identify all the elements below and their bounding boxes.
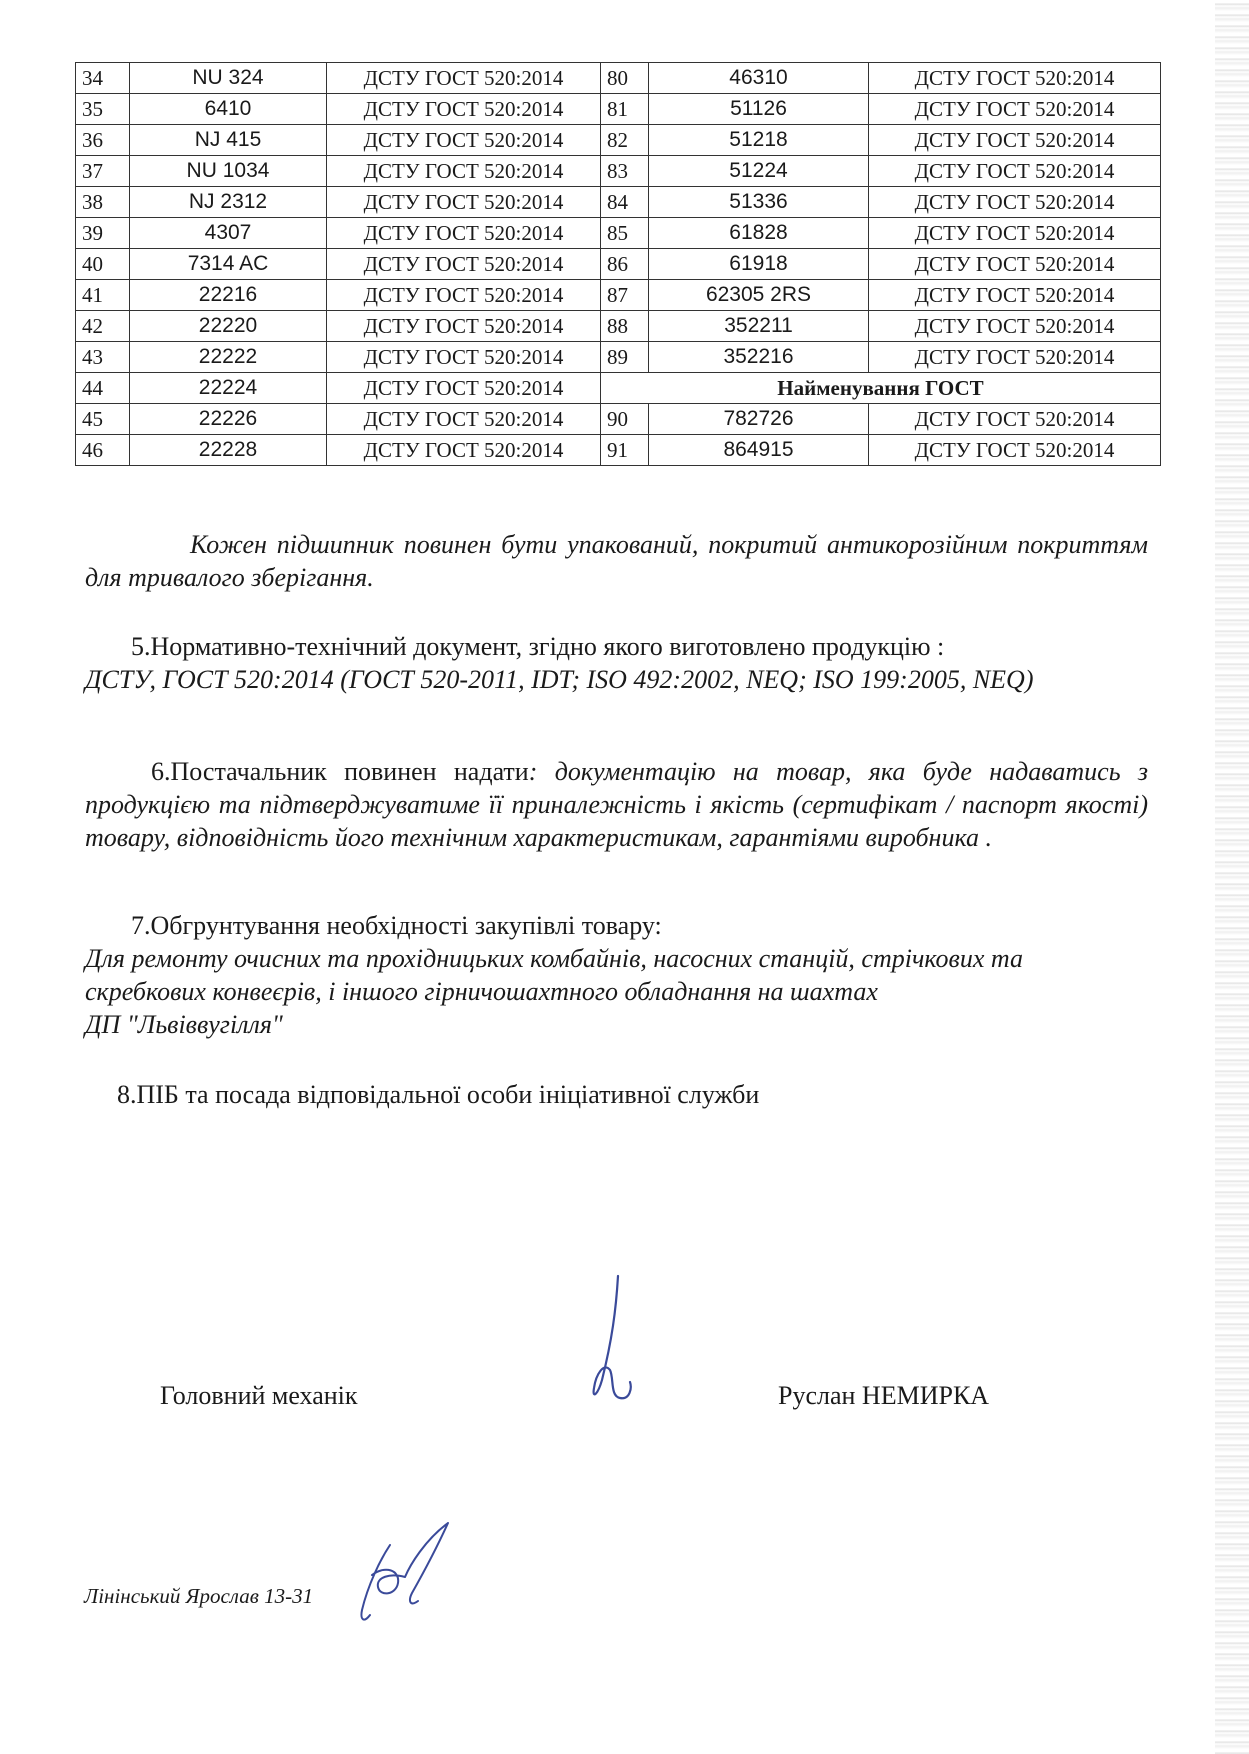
standard-left: ДСТУ ГОСТ 520:2014 [327,311,601,342]
table-row [76,404,1161,435]
bearing-code-right: 51224 [649,156,869,187]
standard-right: ДСТУ ГОСТ 520:2014 [869,342,1161,373]
section-6 [85,755,1148,854]
row-number-right: 86 [601,249,649,280]
section-7-value-line1: Для ремонту очисних та прохідницьких комбайнів, насосних станцій, стрічкових та скребкових конвеєрів, і іншого гірничошахтного обладнання на шахтах [85,944,1023,1006]
standard-right: ДСТУ ГОСТ 520:2014 [869,125,1161,156]
table-row [76,94,1161,125]
bearing-code-right: 352211 [649,311,869,342]
standard-left: ДСТУ ГОСТ 520:2014 [327,373,601,404]
row-number-left: 38 [76,187,130,218]
table-row [76,342,1161,373]
row-number-left: 34 [76,63,130,94]
standard-right: ДСТУ ГОСТ 520:2014 [869,218,1161,249]
standard-left: ДСТУ ГОСТ 520:2014 [327,249,601,280]
bearing-code-left: 22226 [130,404,327,435]
standard-left: ДСТУ ГОСТ 520:2014 [327,435,601,466]
bearing-code-left: 22220 [130,311,327,342]
row-number-left: 44 [76,373,130,404]
table-row [76,125,1161,156]
bearings-table [75,62,1161,466]
bearing-code-right: 61828 [649,218,869,249]
table-row [76,187,1161,218]
row-number-right: 87 [601,280,649,311]
row-number-right: 90 [601,404,649,435]
row-number-right: 89 [601,342,649,373]
standard-right: ДСТУ ГОСТ 520:2014 [869,156,1161,187]
standard-left: ДСТУ ГОСТ 520:2014 [327,156,601,187]
row-number-left: 43 [76,342,130,373]
section-7 [85,909,1148,1041]
initials-signature [350,1515,460,1635]
row-number-left: 42 [76,311,130,342]
bearing-code-left: 7314 AC [130,249,327,280]
signatory-position: Головний механік [160,1381,358,1410]
bearing-code-right: 61918 [649,249,869,280]
standard-left: ДСТУ ГОСТ 520:2014 [327,94,601,125]
section-5-label: 5.Нормативно-технічний документ, згідно якого виготовлено продукцію : [131,632,945,661]
row-number-right: 85 [601,218,649,249]
bearing-code-left: 22222 [130,342,327,373]
row-number-left: 37 [76,156,130,187]
signature-mark [580,1270,650,1410]
row-number-left: 40 [76,249,130,280]
row-number-left: 39 [76,218,130,249]
bearing-code-right: 46310 [649,63,869,94]
bearing-code-right: 62305 2RS [649,280,869,311]
bearing-code-right: 864915 [649,435,869,466]
standard-left: ДСТУ ГОСТ 520:2014 [327,218,601,249]
standard-right: ДСТУ ГОСТ 520:2014 [869,63,1161,94]
bearing-code-left: 6410 [130,94,327,125]
bearing-code-left: NU 324 [130,63,327,94]
row-number-right: 88 [601,311,649,342]
section-6-label: 6.Постачальник повинен надати [151,757,529,786]
bearing-code-left: 22224 [130,373,327,404]
row-number-right: 82 [601,125,649,156]
standard-right: ДСТУ ГОСТ 520:2014 [869,187,1161,218]
bearing-code-left: 22216 [130,280,327,311]
standard-right: ДСТУ ГОСТ 520:2014 [869,435,1161,466]
bearing-code-right: 51126 [649,94,869,125]
bearing-code-right: 782726 [649,404,869,435]
bearing-code-left: NU 1034 [130,156,327,187]
row-number-right: 80 [601,63,649,94]
row-number-right: 81 [601,94,649,125]
standard-left: ДСТУ ГОСТ 520:2014 [327,187,601,218]
gost-heading: Найменування ГОСТ [601,373,1161,404]
standard-right: ДСТУ ГОСТ 520:2014 [869,404,1161,435]
section-8 [85,1078,1148,1111]
signatory-name: Руслан НЕМИРКА [778,1381,990,1410]
row-number-left: 46 [76,435,130,466]
row-number-right: 83 [601,156,649,187]
footer-note: Лінінський Ярослав 13-31 [84,1584,314,1608]
standard-right: ДСТУ ГОСТ 520:2014 [869,280,1161,311]
standard-left: ДСТУ ГОСТ 520:2014 [327,63,601,94]
packaging-note [85,528,1148,594]
section-8-label: 8.ПІБ та посада відповідальної особи ініціативної служби [117,1080,760,1109]
section-7-value-line2: ДП "Львіввугілля" [85,1010,283,1039]
bearing-code-left: NJ 415 [130,125,327,156]
row-number-right: 84 [601,187,649,218]
section-6-value: : документацію на товар, яка буде надаватись з продукцією та підтверджуватиме її приналежність і якість (сертифікат / паспорт якості) товару, відповідність його технічним характеристикам, гарантіями виробника . [85,757,1149,852]
table-row [76,435,1161,466]
standard-left: ДСТУ ГОСТ 520:2014 [327,404,601,435]
standard-left: ДСТУ ГОСТ 520:2014 [327,280,601,311]
table-row [76,249,1161,280]
row-number-left: 45 [76,404,130,435]
bearing-code-left: 22228 [130,435,327,466]
bearing-code-right: 352216 [649,342,869,373]
standard-right: ДСТУ ГОСТ 520:2014 [869,249,1161,280]
standard-right: ДСТУ ГОСТ 520:2014 [869,94,1161,125]
table-row [76,156,1161,187]
scan-edge-artifact [1215,0,1249,1754]
row-number-left: 36 [76,125,130,156]
packaging-note-text: Кожен підшипник повинен бути упакований, покритий антикорозійним покриттям для тривалого зберігання. [85,530,1148,592]
standard-right: ДСТУ ГОСТ 520:2014 [869,311,1161,342]
row-number-right: 91 [601,435,649,466]
table-row [76,280,1161,311]
table-row [76,218,1161,249]
bearing-code-left: 4307 [130,218,327,249]
table-row [76,63,1161,94]
bearing-code-right: 51336 [649,187,869,218]
standard-left: ДСТУ ГОСТ 520:2014 [327,342,601,373]
row-number-left: 35 [76,94,130,125]
table-row [76,373,1161,404]
section-5 [85,630,1148,696]
section-7-label: 7.Обгрунтування необхідності закупівлі товару: [131,911,662,940]
row-number-left: 41 [76,280,130,311]
bearing-code-left: NJ 2312 [130,187,327,218]
standard-left: ДСТУ ГОСТ 520:2014 [327,125,601,156]
table-row [76,311,1161,342]
bearing-code-right: 51218 [649,125,869,156]
section-5-value: ДСТУ, ГОСТ 520:2014 (ГОСТ 520-2011, IDT; ISO 492:2002, NEQ; ISO 199:2005, NEQ) [85,665,1034,694]
